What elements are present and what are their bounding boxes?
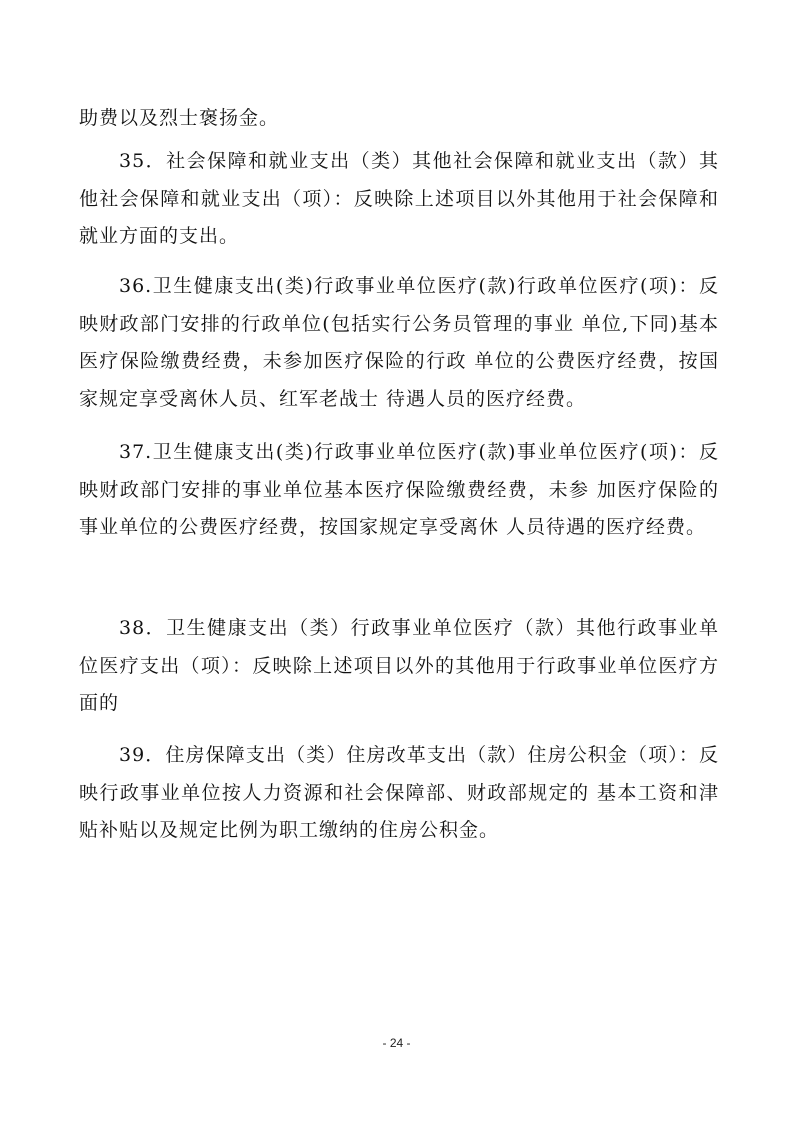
paragraph-item-39: 39．住房保障支出（类）住房改革支出（款）住房公积金（项）：反映行政事业单位按人力资源和社会保障部、财政部规定的 基本工资和津贴补贴以及规定比例为职工缴纳的住房公积金。 — [79, 744, 719, 841]
paragraph-continuation: 助费以及烈士褒扬金。 — [79, 107, 280, 129]
page-number: - 24 - — [382, 1036, 411, 1050]
paragraph-item-37-text: 37.卫生健康支出(类)行政事业单位医疗(款)事业单位医疗(项)：反映财政部门安排的事业单位基本医疗保险缴费经费，未参 加医疗保险的事业单位的公费医疗经费，按国家规定享受离休 人员待遇的医疗经费。 — [79, 441, 719, 538]
paragraph-item-35: 35．社会保障和就业支出（类）其他社会保障和就业支出（款）其他社会保障和就业支出（项）：反映除上述项目以外其他用于社会保障和就业方面的支出。 — [79, 150, 719, 247]
document-page — [79, 0, 719, 1122]
paragraph-item-36-text: 36.卫生健康支出(类)行政事业单位医疗(款)行政单位医疗(项)：反映财政部门安排的行政单位(包括实行公务员管理的事业 单位,下同)基本医疗保险缴费经费，未参加医疗保险的行政 单位的公费医疗经费，按国家规定享受离休人员、红军老战士 待遇人员的医疗经费。 — [79, 275, 719, 410]
paragraph-item-36 — [79, 268, 719, 418]
paragraph-item-37 — [79, 434, 719, 547]
paragraph-item-38: 38．卫生健康支出（类）行政事业单位医疗（款）其他行政事业单位医疗支出（项）：反映除上述项目以外的其他用于行政事业单位医疗方面的 — [79, 617, 719, 714]
